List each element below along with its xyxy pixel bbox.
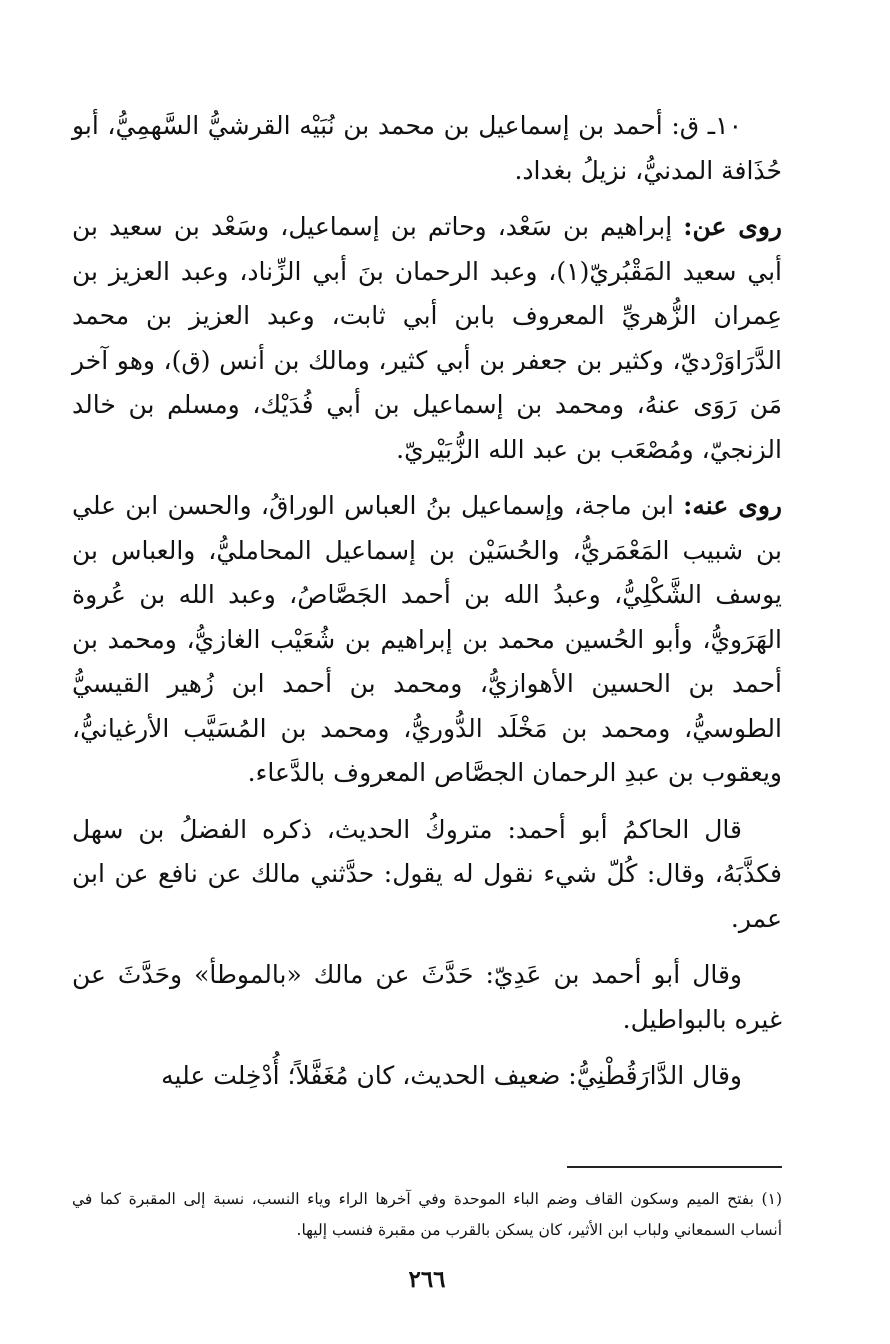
entry-header: ١٠ـ ق: أحمد بن إسماعيل بن محمد بن نُبَيْه القرشيُّ السَّهمِيُّ، أبو حُذَافة المدنيُّ، نزيلُ بغداد. <box>72 111 782 185</box>
rawa-an-label: روى عن: <box>683 212 782 241</box>
document-page <box>72 104 782 1344</box>
daraqutni-quote-paragraph: وقال الدَّارَقُطْنِيُّ: ضعيف الحديث، كان مُغَفَّلاً؛ أُدْخِلت عليه <box>161 1061 742 1090</box>
ibn-adi-quote-paragraph: وقال أبو أحمد بن عَدِيّ: حَدَّثَ عن مالك «بالموطأ» وحَدَّثَ عن غيره بالبواطيل. <box>72 960 782 1034</box>
footnote: (١) بفتح الميم وسكون القاف وضم الباء الموحدة وفي آخرها الراء وياء النسب، نسبة إلى المقبرة كما في أنساب السمعاني ولباب ابن الأثير، كان يسكن بالقرب من مقبرة فنسب إليها. <box>72 1190 782 1239</box>
footnote-divider <box>567 1166 782 1168</box>
page-number: ٢٦٦ <box>408 1266 446 1293</box>
rawa-an-paragraph <box>72 205 782 472</box>
rawa-anhu-paragraph <box>72 484 782 796</box>
rawa-an-text: إبراهيم بن سَعْد، وحاتم بن إسماعيل، وسَعْد بن سعيد بن أبي سعيد المَقْبُريّ(١)، وعبد الرحمان بنَ أبي الزِّناد، وعبد العزيز بن عِمران الزُّهريِّ المعروف بابن أبي ثابت، وعبد العزيز بن محمد الدَّرَاوَرْديّ، وكثير بن جعفر بن أبي كثير، ومالك بن أنس (ق)، وهو آخر مَن رَوَى عنهُ، ومحمد بن إسماعيل بن أبي فُدَيْك، ومسلم بن خالد الزنجيّ، ومُصْعَب بن عبد الله الزُّبَيْريّ. <box>72 212 782 464</box>
rawa-anhu-text: ابن ماجة، وإسماعيل بنُ العباس الوراقُ، والحسن ابن علي بن شبيب المَعْمَريُّ، والحُسَيْن بن إسماعيل المحامليُّ، والعباس بن يوسف الشَّكْلِيُّ، وعبدُ الله بن أحمد الجَصَّاصُ، وعبد الله بن عُروة الهَرَويُّ، وأبو الحُسين محمد بن إبراهيم بن شُعَيْب الغازيُّ، ومحمد بن أحمد بن الحسين الأهوازيُّ، ومحمد بن أحمد ابن زُهير القيسيُّ الطوسيُّ، ومحمد بن مَخْلَد الدُّوريُّ، ومحمد بن المُسَيَّب الأرغيانيُّ، ويعقوب بن عبدِ الرحمان الجصَّاص المعروف بالدَّعاء. <box>72 491 782 787</box>
hakim-quote-paragraph: قال الحاكمُ أبو أحمد: متروكُ الحديث، ذكره الفضلُ بن سهل فكذَّبَهُ، وقال: كُلّ شيء نقول له يقول: حدَّثني مالك عن نافع عن ابن عمر. <box>72 814 782 933</box>
rawa-anhu-label: روى عنه: <box>683 491 782 520</box>
